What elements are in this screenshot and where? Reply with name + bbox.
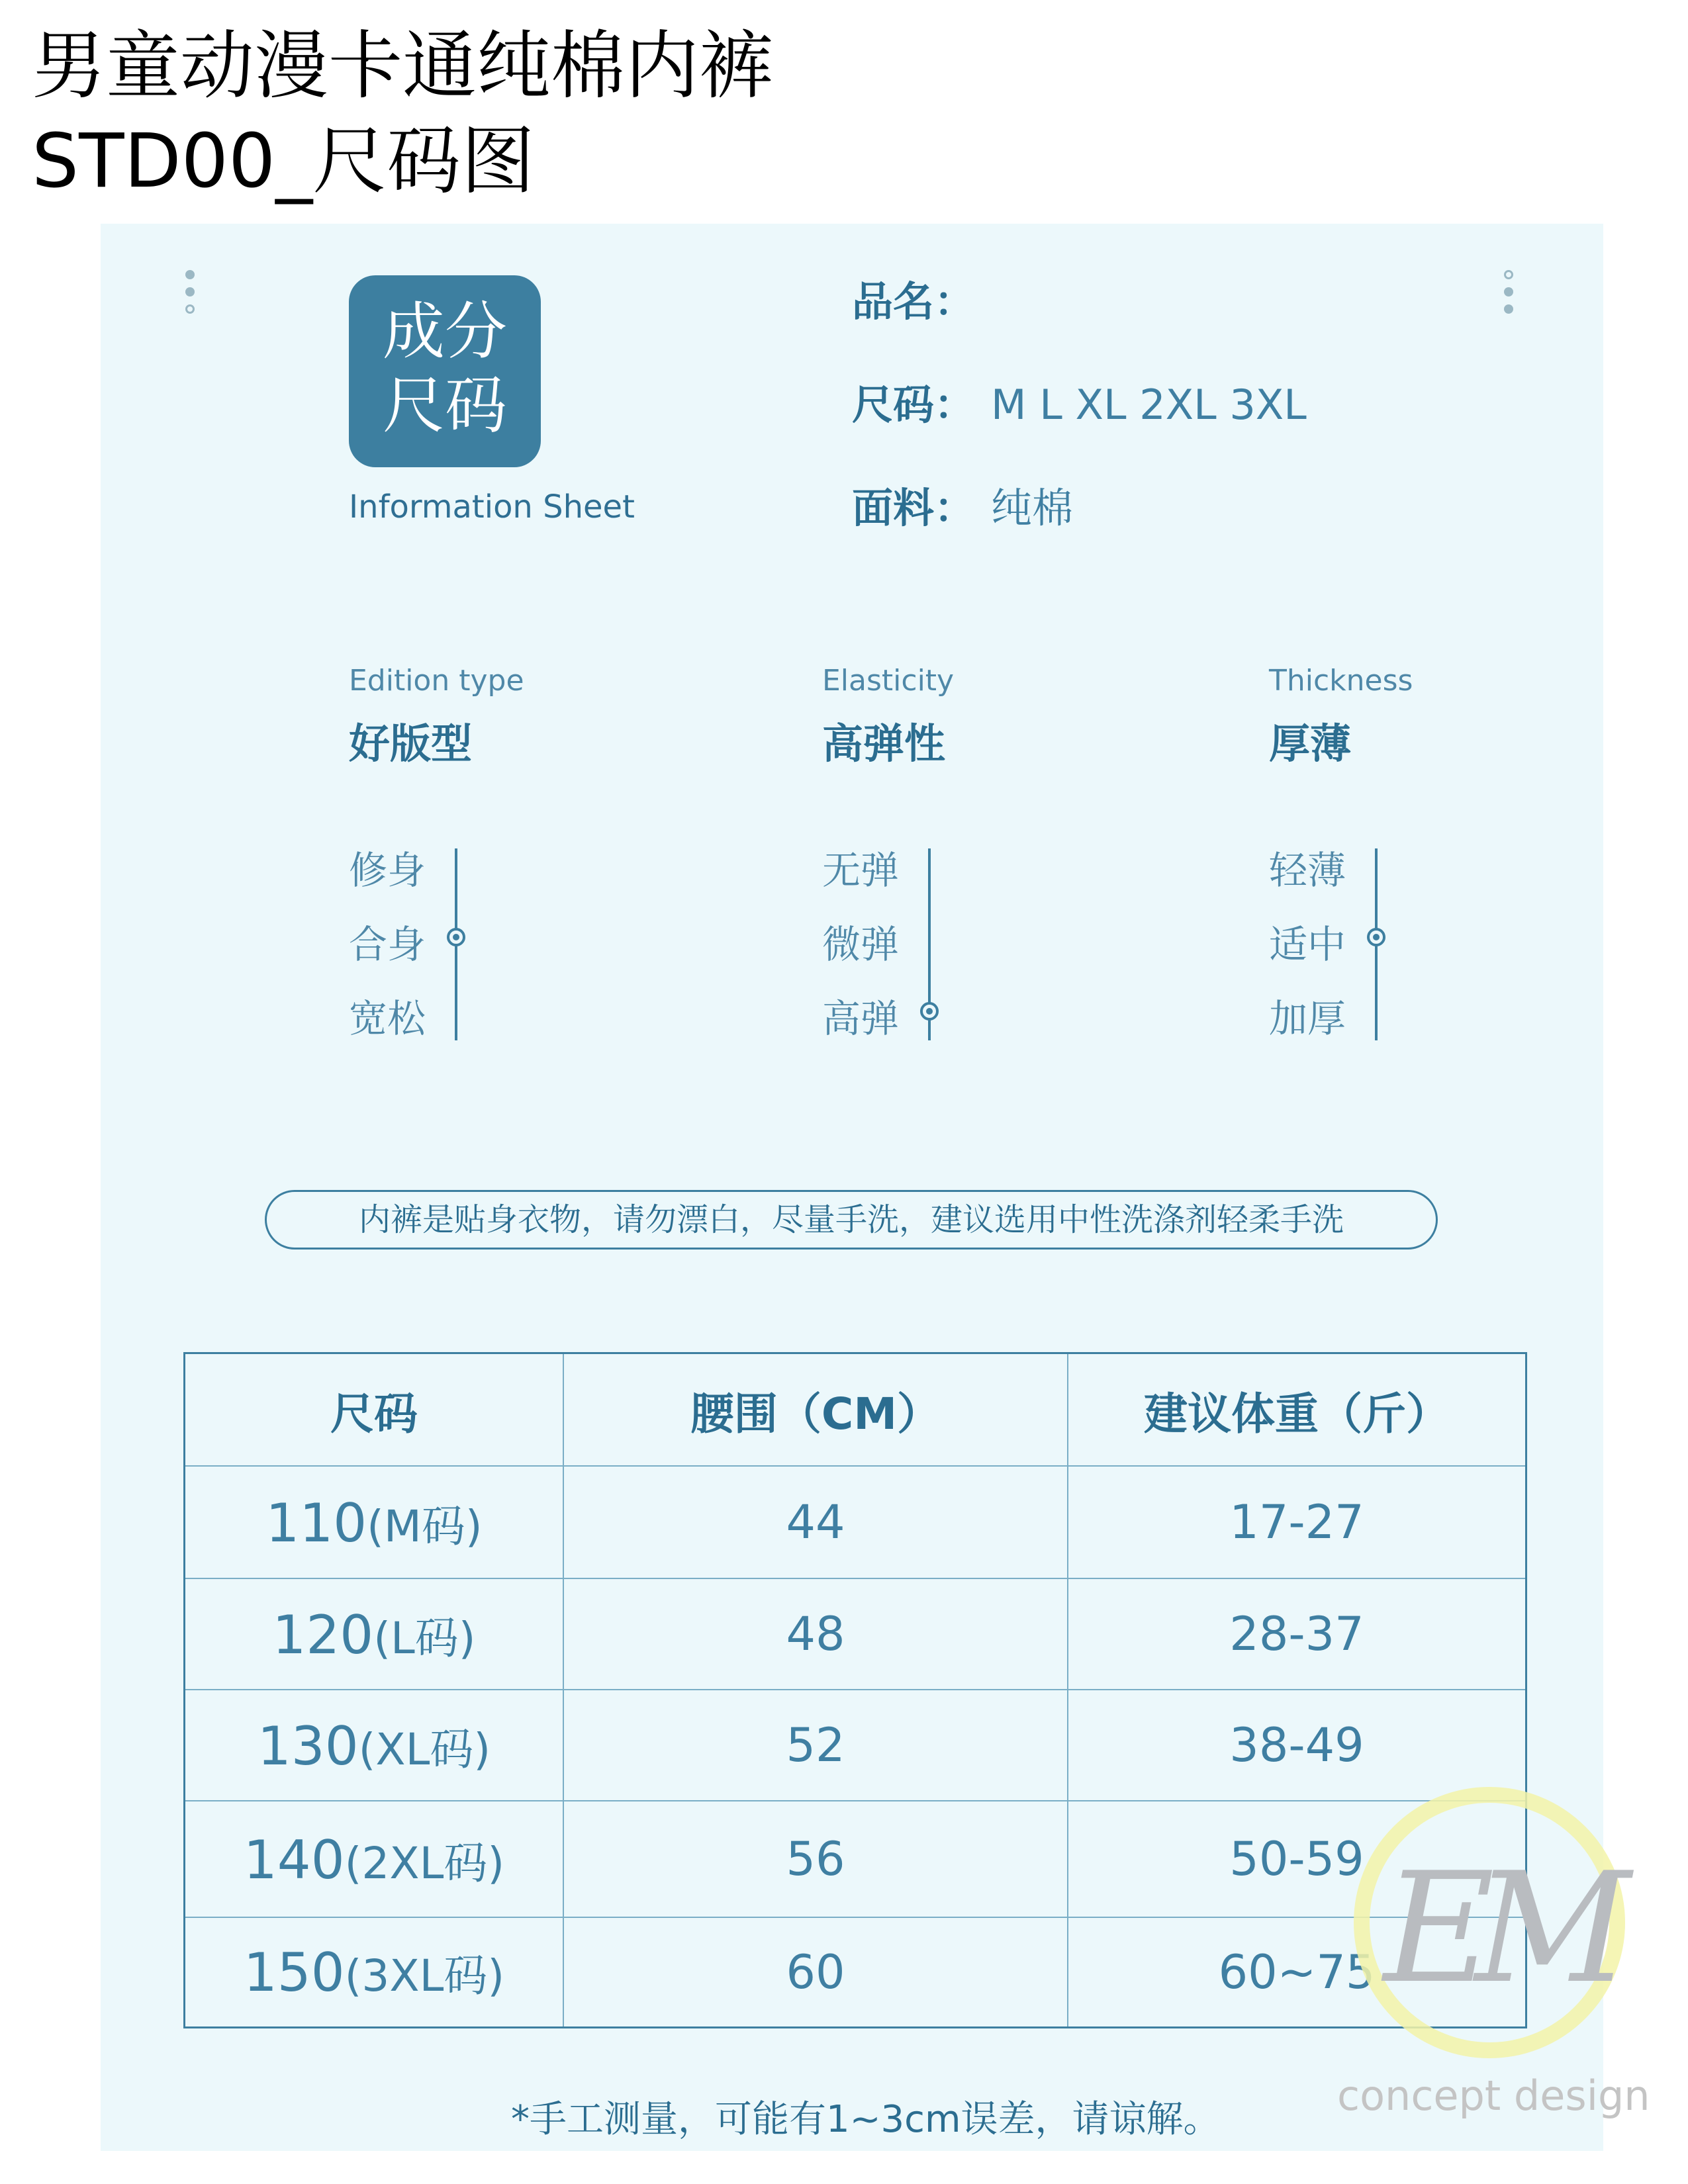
badge-line-2: 尺码 [382, 370, 507, 442]
waist-cell: 44 [563, 1466, 1068, 1578]
size-code: (L码) [373, 1612, 476, 1664]
size-cell [185, 1801, 564, 1917]
scale-marker-icon [920, 1002, 939, 1021]
size-cell [185, 1466, 564, 1578]
header-waist: 腰围（CM） [563, 1353, 1068, 1467]
scale-option: 修身 [349, 848, 426, 893]
size-table [183, 1352, 1527, 2028]
table-row [185, 1801, 1526, 1917]
product-size-value: M L XL 2XL 3XL [991, 381, 1307, 429]
table-header-row [185, 1353, 1526, 1467]
attribute-edition-type [349, 664, 524, 770]
product-name-row [852, 269, 991, 328]
size-code: (XL码) [358, 1723, 491, 1775]
table-row [185, 1578, 1526, 1690]
em-logo-watermark [1337, 1780, 1650, 2120]
document-subtitle: STD00_尺码图 [32, 118, 536, 205]
weight-cell: 50-59 [1068, 1801, 1526, 1917]
care-instructions: 内裤是贴身衣物，请勿漂白，尽量手洗，建议选用中性洗涤剂轻柔手洗 [265, 1190, 1438, 1250]
size-number: 130 [257, 1715, 359, 1777]
table-row [185, 1466, 1526, 1578]
scale-option: 轻薄 [1269, 848, 1346, 893]
document-title: 男童动漫卡通纯棉内裤 [32, 23, 773, 109]
waist-cell: 56 [563, 1801, 1068, 1917]
waist-cell: 60 [563, 1917, 1068, 2027]
badge-subtitle: Information Sheet [349, 488, 635, 525]
size-cell [185, 1578, 564, 1690]
size-number: 140 [243, 1829, 345, 1891]
attribute-zh-label: 厚薄 [1269, 719, 1352, 768]
size-number: 110 [265, 1492, 367, 1554]
size-number: 120 [272, 1604, 374, 1666]
size-number: 150 [243, 1942, 345, 2004]
scale-option: 微弹 [822, 922, 900, 967]
attribute-en-label: Edition type [349, 664, 524, 698]
attribute-zh-label: 高弹性 [822, 719, 946, 768]
size-cell [185, 1690, 564, 1801]
attribute-elasticity [822, 664, 954, 770]
product-size-row [852, 372, 1307, 431]
attribute-en-label: Elasticity [822, 664, 955, 698]
product-fabric-row [852, 475, 1073, 534]
scale-option: 宽松 [349, 996, 426, 1041]
scale-option: 高弹 [822, 996, 900, 1041]
waist-cell: 52 [563, 1690, 1068, 1801]
table-row [185, 1917, 1526, 2027]
scale-option: 适中 [1269, 922, 1346, 967]
scale-marker-icon [1367, 928, 1385, 946]
logo-letters: EM [1383, 1841, 1611, 2017]
scale-option: 合身 [349, 922, 426, 967]
product-fabric-value: 纯棉 [991, 484, 1074, 532]
measurement-footnote: *手工测量，可能有1~3cm误差，请谅解。 [511, 2098, 1221, 2141]
header-weight: 建议体重（斤） [1068, 1353, 1526, 1467]
header-size: 尺码 [185, 1353, 564, 1467]
attribute-en-label: Thickness [1269, 664, 1413, 698]
waist-cell: 48 [563, 1578, 1068, 1690]
weight-cell: 28-37 [1068, 1578, 1526, 1690]
logo-text: concept design [1337, 2071, 1650, 2120]
weight-cell: 38-49 [1068, 1690, 1526, 1801]
product-fabric-label: 面料： [852, 484, 976, 532]
table-row [185, 1690, 1526, 1801]
size-cell [185, 1917, 564, 2027]
attribute-zh-label: 好版型 [349, 719, 473, 768]
info-badge [349, 275, 541, 467]
weight-cell: 17-27 [1068, 1466, 1526, 1578]
scale-option: 无弹 [822, 848, 900, 893]
scale-option: 加厚 [1269, 996, 1346, 1041]
scale-marker-icon [447, 928, 465, 946]
product-size-label: 尺码： [852, 381, 976, 429]
badge-line-1: 成分 [382, 296, 507, 368]
attribute-thickness [1269, 664, 1413, 770]
size-code: (2XL码) [344, 1837, 505, 1889]
size-code: (M码) [367, 1500, 483, 1552]
product-name-label: 品名： [852, 277, 976, 326]
weight-cell: 60~75 [1068, 1917, 1526, 2027]
size-code: (3XL码) [344, 1950, 505, 2002]
